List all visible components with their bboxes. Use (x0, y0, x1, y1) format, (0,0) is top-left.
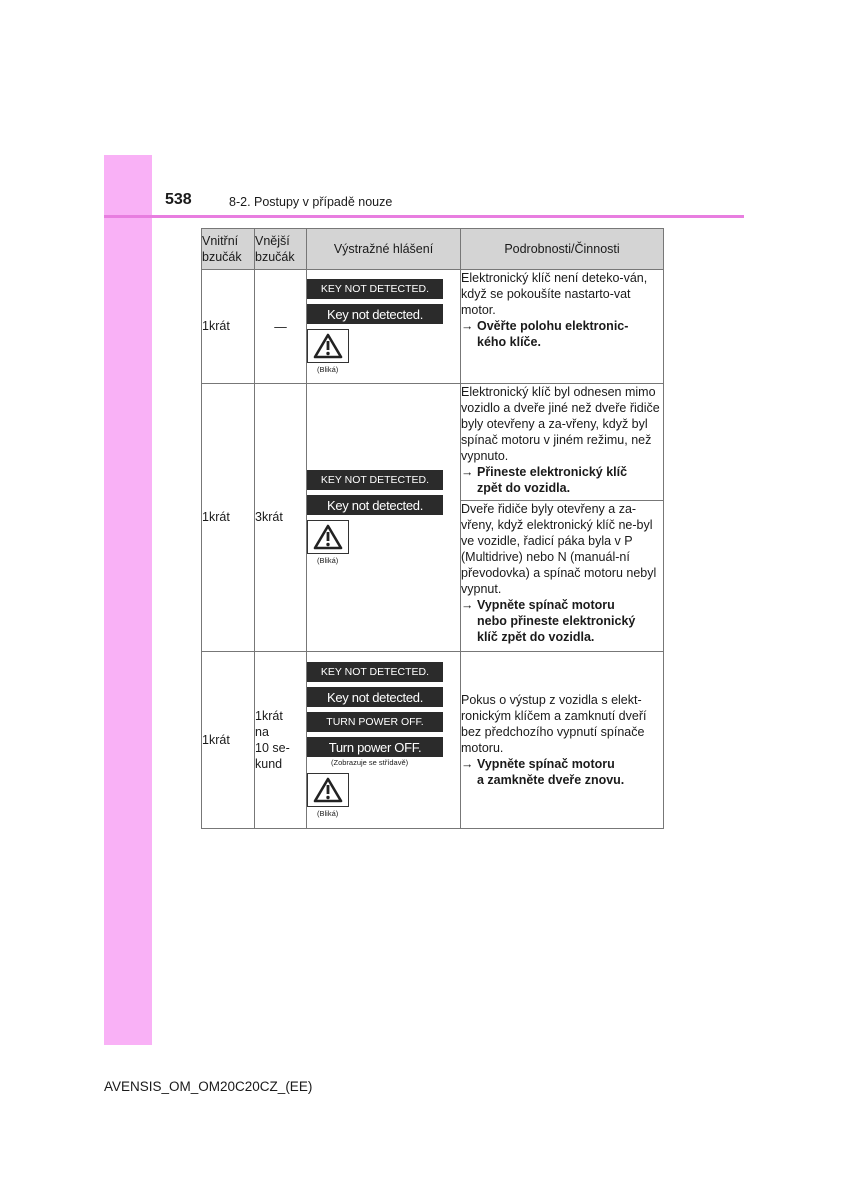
message-turn-power-off-caps: TURN POWER OFF. (307, 712, 443, 732)
section-title: 8-2. Postupy v případě nouze (229, 195, 393, 209)
action-line: → Vypněte spínač motoru (461, 598, 615, 612)
action-line-cont: a zamkněte dveře znovu. (477, 773, 625, 787)
arrow-icon: → (461, 319, 474, 333)
message-key-not-detected: Key not detected. (307, 687, 443, 707)
external-buzzer-cell: 3krát (255, 384, 307, 652)
internal-buzzer-cell: 1krát (202, 384, 255, 652)
arrow-icon: → (461, 757, 474, 771)
internal-buzzer-cell: 1krát (202, 270, 255, 384)
message-key-not-detected-caps: KEY NOT DETECTED. (307, 279, 443, 299)
blinks-note: (Bliká) (317, 809, 339, 818)
header-rule (104, 215, 744, 218)
blinks-note: (Bliká) (317, 365, 339, 374)
warning-message-cell (307, 384, 461, 652)
warning-message-cell (307, 652, 461, 829)
document-footer: AVENSIS_OM_OM20C20CZ_(EE) (104, 1079, 313, 1094)
details-cell (461, 652, 664, 829)
external-buzzer-cell: 1krát na 10 se- kund (255, 652, 307, 829)
table-header-row (202, 229, 664, 270)
action-line: → Vypněte spínač motoru (461, 757, 615, 771)
header-external-buzzer: Vnější bzučák (255, 229, 307, 270)
action-line-cont: kého klíče. (477, 335, 541, 349)
alternating-note: (Zobrazuje se střídavě) (331, 758, 409, 767)
header-internal-buzzer: Vnitřní bzučák (202, 229, 255, 270)
message-key-not-detected-caps: KEY NOT DETECTED. (307, 662, 443, 682)
header-details: Podrobnosti/Činnosti (461, 229, 664, 270)
message-key-not-detected: Key not detected. (307, 304, 443, 324)
section-side-tab (104, 155, 152, 1045)
table-row (202, 652, 664, 829)
page-number: 538 (165, 191, 192, 208)
action-line-cont: klíč zpět do vozidla. (477, 630, 595, 644)
warning-table (201, 228, 664, 829)
details-text: Elektronický klíč není deteko-ván, když se pokoušíte nastarto-vat motor. (461, 271, 648, 317)
warning-triangle-icon (307, 520, 349, 554)
external-buzzer-cell: — (255, 270, 307, 384)
warning-message-cell (307, 270, 461, 384)
table-row (202, 270, 664, 384)
details-cell (461, 270, 664, 384)
blinks-note: (Bliká) (317, 556, 339, 565)
action-line: → Ověřte polohu elektronic- (461, 319, 629, 333)
details-cell (461, 384, 664, 501)
action-line-cont: zpět do vozidla. (477, 481, 571, 495)
internal-buzzer-cell: 1krát (202, 652, 255, 829)
details-text: Elektronický klíč byl odnesen mimo vozidlo a dveře jiné než dveře řidiče byly otevřeny a za-vřeny, když byl spínač motoru v jiném režimu, než vypnuto. (461, 385, 660, 463)
warning-triangle-icon (307, 329, 349, 363)
details-cell (461, 501, 664, 652)
message-turn-power-off: Turn power OFF. (307, 737, 443, 757)
warning-triangle-icon (307, 773, 349, 807)
arrow-icon: → (461, 465, 474, 479)
details-text: Dveře řidiče byly otevřeny a za-vřeny, když elektronický klíč ne-byl ve vozidle, řadicí páka byla v P (Multidrive) nebo N (manuál-ní převodovka) a spínač motoru nebyl vypnut. (461, 502, 657, 596)
action-line: → Přineste elektronický klíč (461, 465, 628, 479)
message-key-not-detected: Key not detected. (307, 495, 443, 515)
header-warning-message: Výstražné hlášení (307, 229, 461, 270)
arrow-icon: → (461, 598, 474, 612)
message-key-not-detected-caps: KEY NOT DETECTED. (307, 470, 443, 490)
table-row (202, 384, 664, 501)
details-text: Pokus o výstup z vozidla s elekt-ronickým klíčem a zamknutí dveří bez předchozího vypnutí spínače motoru. (461, 693, 647, 755)
action-line-cont: nebo přineste elektronický (477, 614, 636, 628)
